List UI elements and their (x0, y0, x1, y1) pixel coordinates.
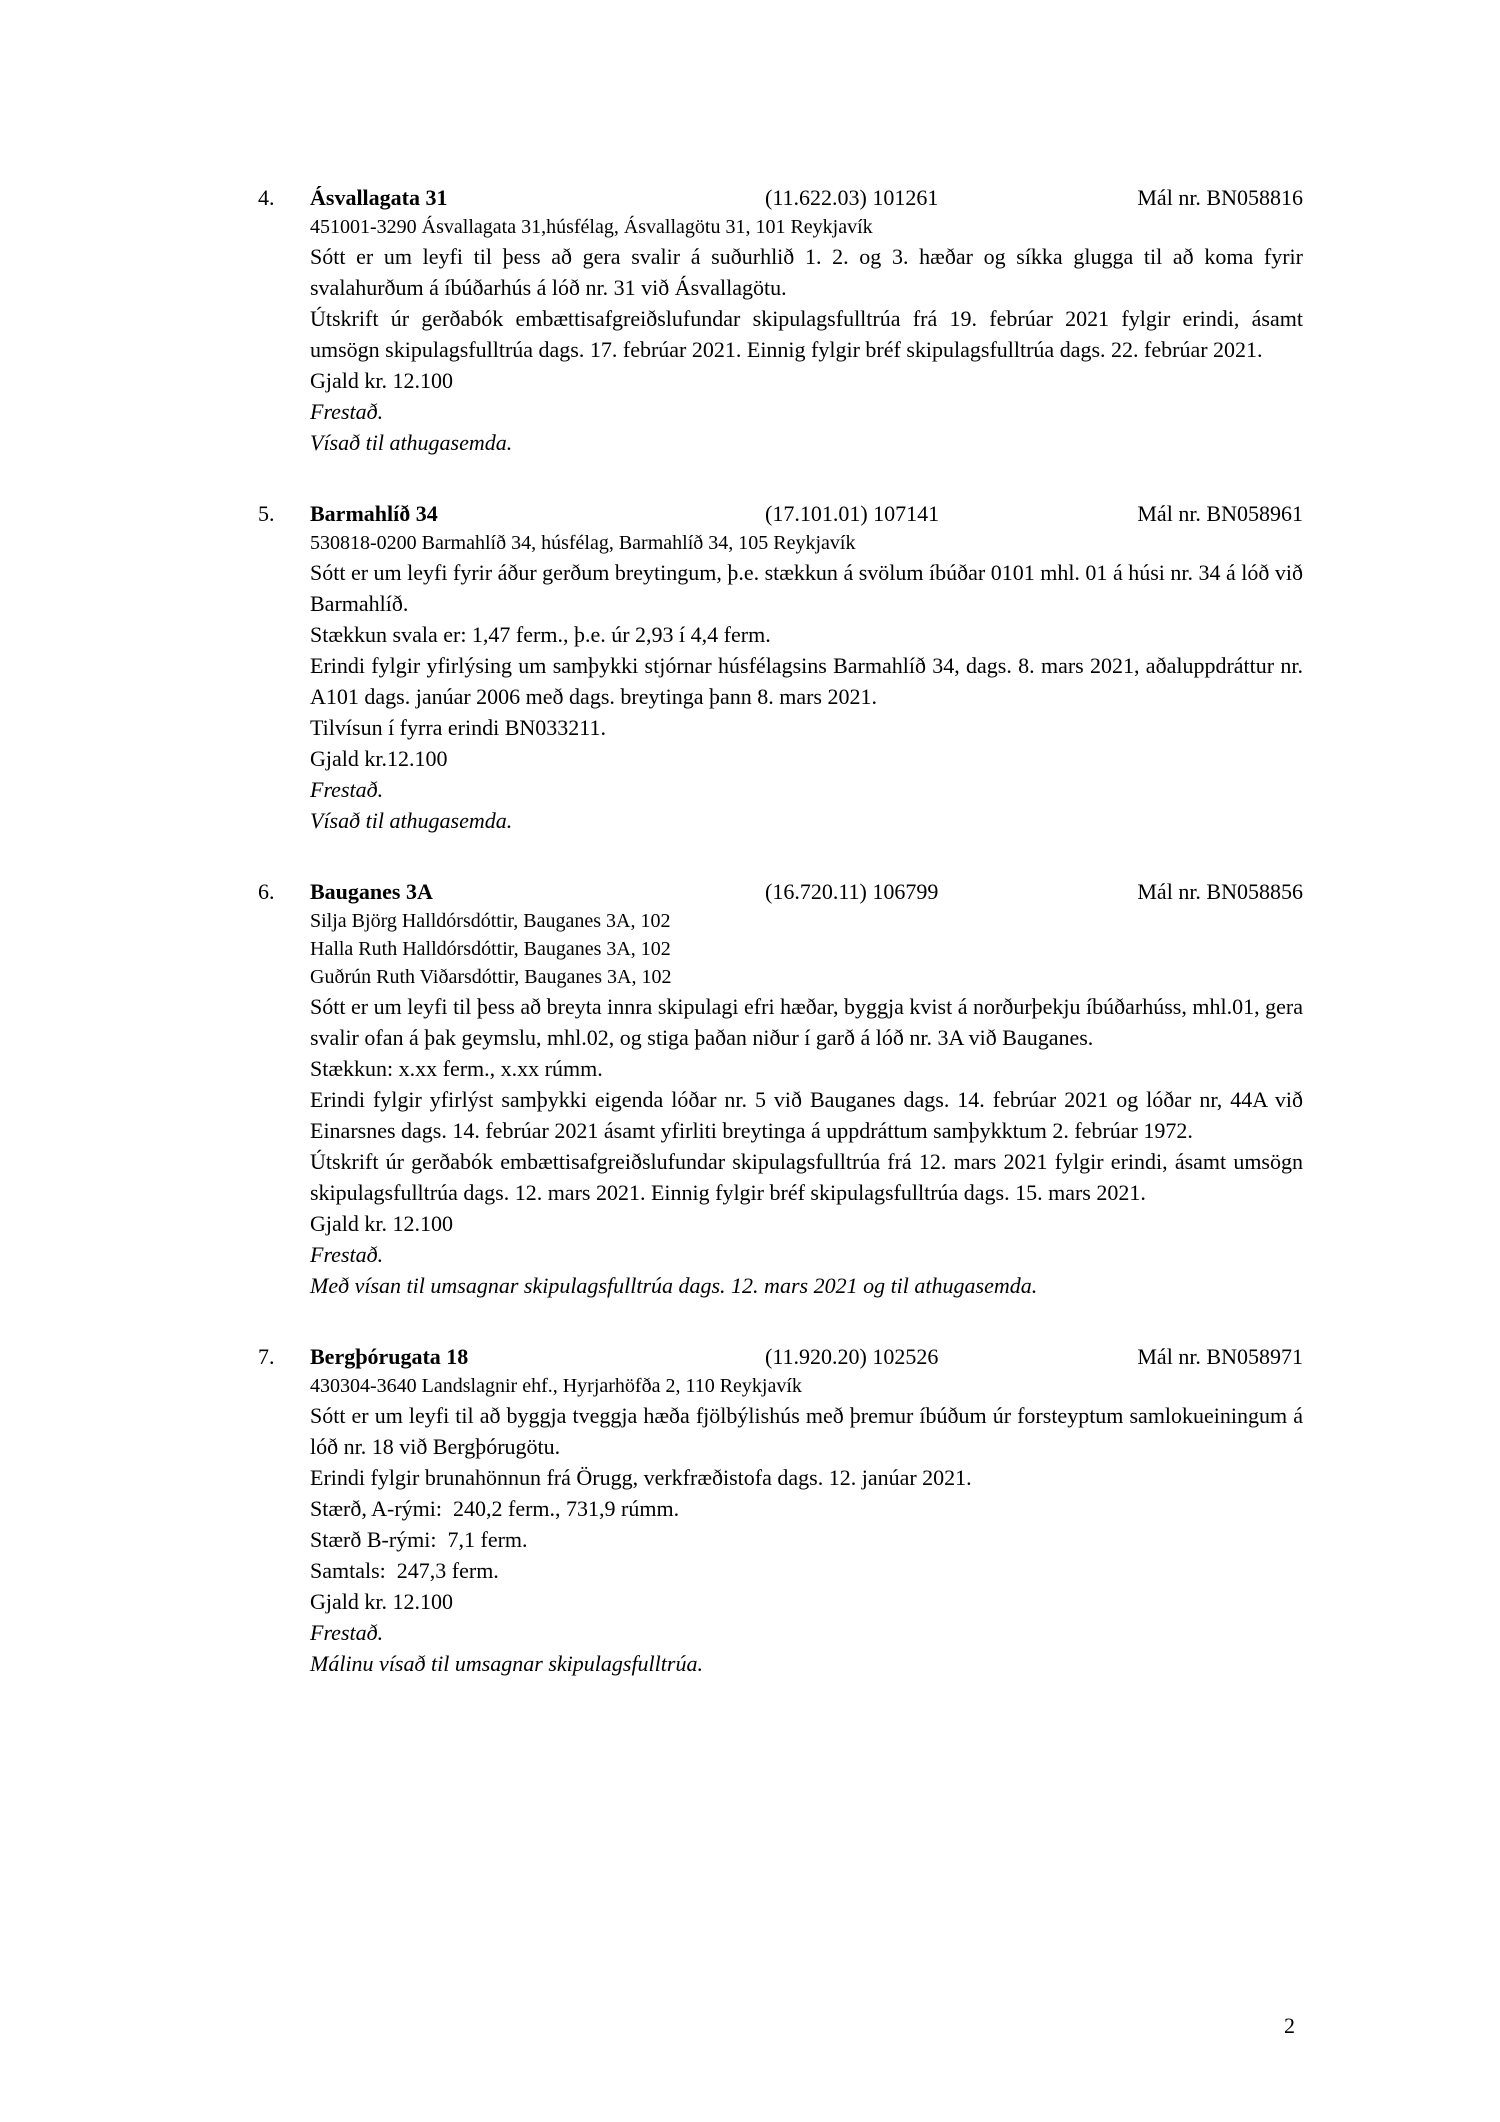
body-paragraph: Gjald kr. 12.100 (310, 368, 453, 393)
decision-line: Vísað til athugasemda. (310, 430, 513, 455)
item-title: Bergþórugata 18 (310, 1344, 469, 1369)
item-title: Ásvallagata 31 (310, 185, 448, 210)
body-paragraph: Erindi fylgir brunahönnun frá Örugg, verkfræðistofa dags. 12. janúar 2021. (310, 1465, 972, 1490)
agenda-item (258, 182, 1303, 458)
applicant-line: Halla Ruth Halldórsdóttir, Bauganes 3A, 102 (310, 938, 671, 960)
item-header (258, 1341, 1303, 1372)
decision-line: Frestað. (310, 1242, 384, 1267)
decision-line: Frestað. (310, 1620, 384, 1645)
body-paragraph: Stærð, A-rými: 240,2 ferm., 731,9 rúmm. (310, 1496, 680, 1521)
decision-line: Málinu vísað til umsagnar skipulagsfulltrúa. (310, 1651, 703, 1676)
body-paragraph: Erindi fylgir yfirlýsing um samþykki stjórnar húsfélagsins Barmahlíð 34, dags. 8. mars 2021, aðaluppdráttur nr. A101 dags. janúar 2006 með dags. breytinga þann 8. mars 2021. (310, 653, 1303, 709)
item-number: 5. (258, 501, 275, 526)
item-title: Bauganes 3A (310, 879, 433, 904)
body-paragraph: Gjald kr. 12.100 (310, 1589, 453, 1614)
applicant-line: Guðrún Ruth Viðarsdóttir, Bauganes 3A, 102 (310, 966, 672, 988)
body-paragraph: Sótt er um leyfi til þess að breyta innra skipulagi efri hæðar, byggja kvist á norðurþekju íbúðarhúss, mhl.01, gera svalir ofan á þak geymslu, mhl.02, og stiga þaðan niður í garð á lóð nr. 3A við Bauganes. (310, 994, 1303, 1050)
applicant-line: 530818-0200 Barmahlíð 34, húsfélag, Barmahlíð 34, 105 Reykjavík (310, 532, 856, 554)
page-number: 2 (1284, 2013, 1295, 2038)
body-paragraph: Gjald kr.12.100 (310, 746, 448, 771)
applicant-line: 430304-3640 Landslagnir ehf., Hyrjarhöfða 2, 110 Reykjavík (310, 1375, 802, 1397)
item-case-number: Mál nr. BN058971 (1137, 1344, 1303, 1369)
item-case-number: Mál nr. BN058961 (1137, 501, 1303, 526)
decision-line: Frestað. (310, 777, 384, 802)
body-paragraph: Útskrift úr gerðabók embættisafgreiðslufundar skipulagsfulltrúa frá 19. febrúar 2021 fylgir erindi, ásamt umsögn skipulagsfulltrúa dags. 17. febrúar 2021. Einnig fylgir bréf skipulagsfulltrúa dags. 22. febrúar 2021. (310, 306, 1303, 362)
item-reference-code: (17.101.01) 107141 (765, 501, 940, 526)
item-reference-code: (11.622.03) 101261 (765, 185, 939, 210)
body-paragraph: Stærð B-rými: 7,1 ferm. (310, 1527, 528, 1552)
item-case-number: Mál nr. BN058816 (1137, 185, 1303, 210)
item-body (310, 1372, 1303, 1679)
agenda-item (258, 876, 1303, 1301)
body-paragraph: Stækkun: x.xx ferm., x.xx rúmm. (310, 1056, 603, 1081)
item-header (258, 498, 1303, 529)
body-paragraph: Samtals: 247,3 ferm. (310, 1558, 499, 1583)
agenda-item-list (258, 182, 1303, 1719)
item-reference-code: (16.720.11) 106799 (765, 879, 939, 904)
item-body (310, 907, 1303, 1301)
item-case-number: Mál nr. BN058856 (1137, 879, 1303, 904)
body-paragraph: Tilvísun í fyrra erindi BN033211. (310, 715, 606, 740)
body-paragraph: Sótt er um leyfi til þess að gera svalir á suðurhlið 1. 2. og 3. hæðar og síkka glugga til að koma fyrir svalahurðum á íbúðarhús á lóð nr. 31 við Ásvallagötu. (310, 244, 1303, 300)
body-paragraph: Sótt er um leyfi fyrir áður gerðum breytingum, þ.e. stækkun á svölum íbúðar 0101 mhl. 01 á húsi nr. 34 á lóð við Barmahlíð. (310, 560, 1303, 616)
item-number: 4. (258, 185, 275, 210)
decision-line: Vísað til athugasemda. (310, 808, 513, 833)
body-paragraph: Sótt er um leyfi til að byggja tveggja hæða fjölbýlishús með þremur íbúðum úr forsteyptum samlokueiningum á lóð nr. 18 við Bergþórugötu. (310, 1403, 1303, 1459)
item-number: 7. (258, 1344, 275, 1369)
agenda-item (258, 498, 1303, 836)
item-body (310, 529, 1303, 836)
applicant-line: Silja Björg Halldórsdóttir, Bauganes 3A, 102 (310, 910, 671, 932)
decision-line: Með vísan til umsagnar skipulagsfulltrúa dags. 12. mars 2021 og til athugasemda. (310, 1273, 1038, 1298)
decision-line: Frestað. (310, 399, 384, 424)
item-number: 6. (258, 879, 275, 904)
applicant-line: 451001-3290 Ásvallagata 31,húsfélag, Ásvallagötu 31, 101 Reykjavík (310, 216, 873, 238)
item-reference-code: (11.920.20) 102526 (765, 1344, 939, 1369)
body-paragraph: Erindi fylgir yfirlýst samþykki eigenda lóðar nr. 5 við Bauganes dags. 14. febrúar 2021 og lóðar nr, 44A við Einarsnes dags. 14. febrúar 2021 ásamt yfirliti breytinga á uppdráttum samþykktum 2. febrúar 1972. (310, 1087, 1303, 1143)
body-paragraph: Útskrift úr gerðabók embættisafgreiðslufundar skipulagsfulltrúa frá 12. mars 2021 fylgir erindi, ásamt umsögn skipulagsfulltrúa dags. 12. mars 2021. Einnig fylgir bréf skipulagsfulltrúa dags. 15. mars 2021. (310, 1149, 1303, 1205)
item-body (310, 213, 1303, 458)
body-paragraph: Stækkun svala er: 1,47 ferm., þ.e. úr 2,93 í 4,4 ferm. (310, 622, 771, 647)
item-header (258, 182, 1303, 213)
item-header (258, 876, 1303, 907)
body-paragraph: Gjald kr. 12.100 (310, 1211, 453, 1236)
agenda-item (258, 1341, 1303, 1679)
item-title: Barmahlíð 34 (310, 501, 438, 526)
